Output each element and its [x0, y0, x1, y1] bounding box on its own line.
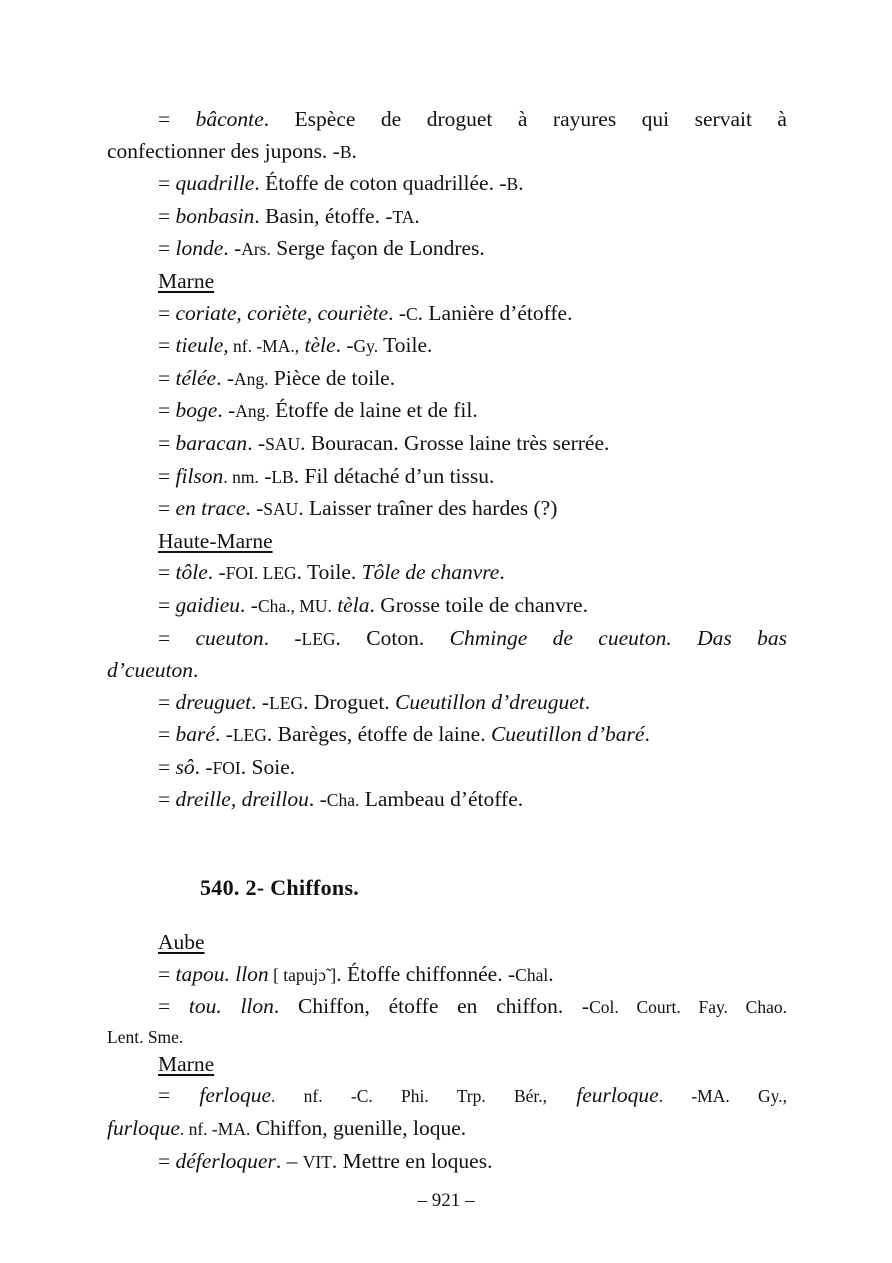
entry-so: = sô. -FOI. Soie. [158, 754, 296, 779]
entry-dreille: = dreille, dreillou. -Cha. Lambeau d’étoffe. [158, 787, 524, 812]
entry-tole: = tôle. -FOI. LEG. Toile. Tôle de chanvre. [158, 560, 505, 585]
section-heading: 540. 2- Chiffons. [200, 875, 360, 901]
region-heading-aube: Aube [158, 930, 205, 955]
entry-boge: = boge. -Ang. Étoffe de laine et de fil. [158, 398, 478, 423]
entry-baconte-cont: confectionner des jupons. -B. [107, 138, 357, 163]
entry-baracan: = baracan. -SAU. Bouracan. Grosse laine très serrée. [158, 430, 610, 455]
document-page [107, 104, 787, 1178]
entry-dreuguet: = dreuguet. -LEG. Droguet. Cueutillon d’dreuguet. [158, 689, 591, 714]
entry-filson: = filson. nm. -LB. Fil détaché d’un tissu. [158, 463, 495, 488]
page-number: – 921 – [417, 1190, 475, 1211]
entry-ferloque: = ferloque. nf. -C. Phi. Trp. Bér., feurloque. -MA. Gy., [158, 1083, 787, 1108]
entry-telee: = télée. -Ang. Pièce de toile. [158, 365, 396, 390]
entry-quadrille: = quadrille. Étoffe de coton quadrillée. -B. [158, 171, 524, 196]
region-heading-marne-2: Marne [158, 1051, 215, 1076]
entry-tapoullon: = tapou. llon [ tapujɔ̃ ]. Étoffe chiffonnée. -Chal. [158, 961, 554, 986]
entry-baconte: = bâconte. Espèce de droguet à rayures qui servait à [158, 107, 787, 131]
entry-bare: = baré. -LEG. Barèges, étoffe de laine. Cueutillon d’baré. [158, 722, 650, 747]
entry-tieule: = tieule, nf. -MA., tèle. -Gy. Toile. [158, 333, 433, 358]
entry-toullon-cont: Lent. Sme. [107, 1026, 184, 1047]
entry-bonbasin: = bonbasin. Basin, étoffe. -TA. [158, 203, 420, 228]
region-heading-marne: Marne [158, 268, 215, 293]
entry-gaidieu: = gaidieu. -Cha., MU. tèla. Grosse toile de chanvre. [158, 592, 588, 617]
entry-deferloquer: = déferloquer. – VIT. Mettre en loques. [158, 1148, 493, 1173]
entry-ferloque-cont: furloque. nf. -MA. Chiffon, guenille, loque. [107, 1116, 467, 1141]
entry-coriate: = coriate, coriète, couriète. -C. Lanière d’étoffe. [158, 300, 573, 325]
region-heading-haute-marne: Haute-Marne [158, 528, 273, 553]
entry-toullon: = tou. llon. Chiffon, étoffe en chiffon. -Col. Court. Fay. Chao. [158, 994, 787, 1019]
entry-cueuton-cont: d’cueuton. [107, 658, 199, 683]
entry-londe: = londe. -Ars. Serge façon de Londres. [158, 236, 485, 261]
entry-cueuton: = cueuton. -LEG. Coton. Chminge de cueuton. Das bas [158, 625, 787, 650]
entry-en-trace: = en trace. -SAU. Laisser traîner des hardes (?) [158, 496, 558, 521]
